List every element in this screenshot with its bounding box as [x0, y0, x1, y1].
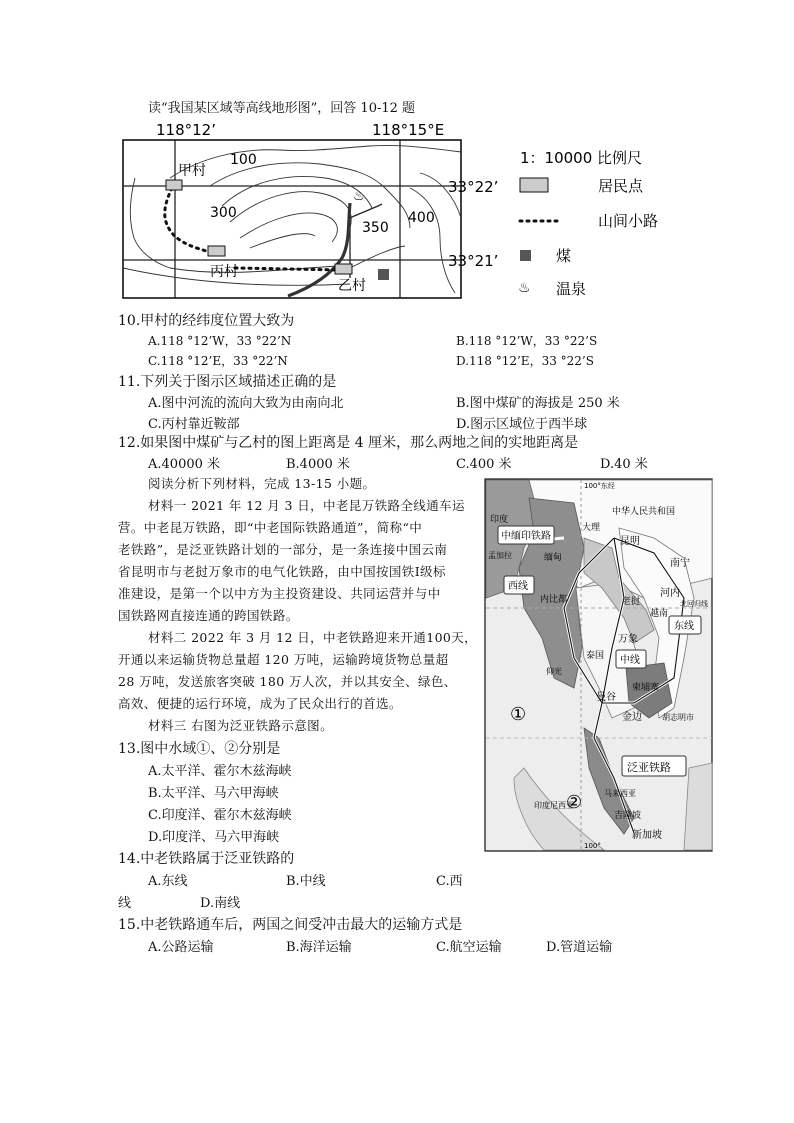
material-line: 准建设，是第一个以中方为主投资建设、共同运营并与中: [118, 586, 441, 601]
q11-option-d: D.图示区域位于西半球: [456, 417, 588, 432]
city-ho-chi-minh: 胡志明市: [662, 713, 694, 722]
rail-map: [484, 478, 714, 852]
q14-stem: 14.中老铁路属于泛亚铁路的: [118, 851, 295, 867]
material-line: 材料一 2021 年 12 月 3 日，中老昆万铁路全线通车运: [148, 498, 465, 513]
lon-right-label: 118°15°E: [372, 121, 445, 139]
q14-option-a: A.东线: [148, 874, 188, 889]
country-india: 印度: [490, 515, 509, 525]
city-bangkok: 曼谷: [596, 692, 616, 703]
tropic-label: 北回归线: [680, 600, 708, 608]
material-line: 老铁路”，是泛亚铁路计划的一部分，是一条连接中国云南: [118, 542, 448, 557]
q15-option-a: A.公路运输: [148, 940, 214, 955]
country-thailand: 泰国: [586, 651, 605, 661]
q13-option-a: A.太平洋、霍尔木兹海峡: [148, 764, 292, 779]
material-line: 开通以来运输货物总量超 120 万吨，运输跨境货物总量超: [118, 652, 449, 667]
q10-option-d: D.118 °12’E，33 °22’S: [456, 354, 594, 368]
country-bangladesh: 孟加拉: [488, 551, 512, 560]
material-line: 28 万吨，发送旅客突破 180 万人次，并以其安全、绿色、: [118, 674, 457, 689]
country-indonesia: 印度尼西亚: [534, 801, 574, 810]
q11-option-c: C.丙村靠近鞍部: [148, 417, 240, 432]
material-line: 省昆明市与老挝万象市的电气化铁路，由中国按国铁Ⅰ级标: [118, 564, 446, 579]
contour-300: 300: [210, 205, 237, 221]
country-china: 中华人民共和国: [612, 507, 676, 517]
q14-option-c: C.西: [436, 874, 463, 889]
q10-option-a: A.118 °12’W，33 °22’N: [148, 334, 292, 348]
route-west: 西线: [508, 581, 528, 592]
rail-map-title: 泛亚铁路: [627, 761, 671, 774]
legend-coal: 煤: [556, 247, 572, 265]
legend-settlement: 居民点: [598, 177, 644, 195]
q15-stem: 15.中老铁路通车后，两国之间受冲击最大的运输方式是: [118, 917, 463, 933]
village-jia: 甲村: [178, 163, 206, 179]
topo-map: [110, 118, 659, 308]
q14-option-c-cont: 线: [118, 896, 132, 911]
contour-400: 400: [408, 210, 435, 226]
q15-option-d: D.管道运输: [546, 940, 613, 955]
lat-top-label: 33°22’: [448, 178, 499, 196]
q14-option-b: B.中线: [286, 874, 326, 889]
city-kuala-lumpur: 吉隆坡: [614, 811, 642, 821]
q12-option-c: C.400 米: [456, 457, 512, 472]
city-nanning: 南宁: [670, 558, 690, 569]
village-yi: 乙村: [338, 278, 366, 294]
lon-label-top: 100°东经: [584, 482, 615, 490]
q12-option-d: D.40 米: [600, 457, 648, 472]
q14-option-d: D.南线: [200, 896, 241, 911]
q10-option-c: C.118 °12’E，33 °22’N: [148, 354, 288, 368]
material-line: 国铁路网直接连通的跨国铁路。: [118, 608, 299, 623]
country-vietnam: 越南: [650, 609, 669, 619]
city-phnom-penh: 金边: [622, 712, 642, 723]
q15-option-c: C.航空运输: [436, 940, 502, 955]
material-line: 高效、便捷的运行环境，成为了民众出行的首选。: [118, 696, 402, 711]
lon-label-bottom: 100°: [584, 842, 601, 850]
lat-bottom-label: 33°21’: [448, 252, 499, 270]
q11-option-b: B.图中煤矿的海拔是 250 米: [456, 396, 620, 411]
q12-stem: 12.如果图中煤矿与乙村的图上距离是 4 厘米，那么两地之间的实地距离是: [118, 435, 579, 451]
city-naypyidaw: 内比都: [540, 595, 568, 605]
q13-option-b: B.太平洋、马六甲海峡: [148, 786, 279, 801]
water-marker-1: ①: [510, 704, 527, 725]
city-kunming: 昆明: [620, 536, 640, 547]
legend-scale: 1：10000 比例尺: [520, 149, 643, 167]
city-dali: 大理: [582, 523, 601, 533]
water-marker-2: ②: [566, 792, 583, 813]
route-east: 东线: [674, 621, 694, 632]
q13-stem: 13.图中水域①、②分别是: [118, 741, 281, 757]
q13-option-d: D.印度洋、马六甲海峡: [148, 830, 280, 845]
q15-option-b: B.海洋运输: [286, 940, 352, 955]
city-vientiane: 万象: [618, 634, 638, 645]
reading-intro: 阅读分析下列材料，完成 13-15 小题。: [148, 476, 376, 491]
q11-stem: 11.下列关于图示区域描述正确的是: [118, 374, 337, 390]
route-china-myanmar-india: 中缅印铁路: [501, 531, 551, 542]
q12-option-a: A.40000 米: [148, 457, 221, 472]
village-bing: 丙村: [210, 264, 238, 280]
svg-text:♨: ♨: [518, 280, 531, 296]
material-line: 材料二 2022 年 3 月 12 日，中老铁路迎来开通100天，: [148, 630, 478, 645]
city-singapore: 新加坡: [632, 830, 662, 841]
contour-100: 100: [230, 152, 257, 168]
country-cambodia: 柬埔寨: [632, 683, 660, 693]
city-yangon: 仰光: [546, 667, 562, 676]
svg-text:♨: ♨: [353, 189, 365, 204]
q13-option-c: C.印度洋、霍尔木兹海峡: [148, 808, 292, 823]
country-myanmar: 缅甸: [544, 553, 563, 563]
lon-left-label: 118°12’: [156, 121, 216, 139]
material-line: 材料三 右图为泛亚铁路示意图。: [148, 718, 333, 733]
contour-350: 350: [362, 220, 389, 236]
q12-option-b: B.4000 米: [286, 457, 350, 472]
route-central: 中线: [620, 655, 640, 666]
material-line: 营。中老昆万铁路，即“中老国际铁路通道”，简称“中: [118, 520, 423, 535]
q10-option-b: B.118 °12’W，33 °22’S: [456, 334, 598, 348]
city-hanoi: 河内: [660, 588, 680, 599]
q11-option-a: A.图中河流的流向大致为由南向北: [148, 396, 344, 411]
legend-hot-spring: 温泉: [556, 280, 587, 298]
legend-path: 山间小路: [598, 212, 659, 230]
q10-stem: 10.甲村的经纬度位置大致为: [118, 313, 295, 329]
intro-text: 读“我国某区域等高线地形图”，回答 10-12 题: [148, 101, 416, 116]
country-malaysia: 马来西亚: [604, 789, 636, 798]
country-laos: 老挝: [622, 597, 641, 607]
